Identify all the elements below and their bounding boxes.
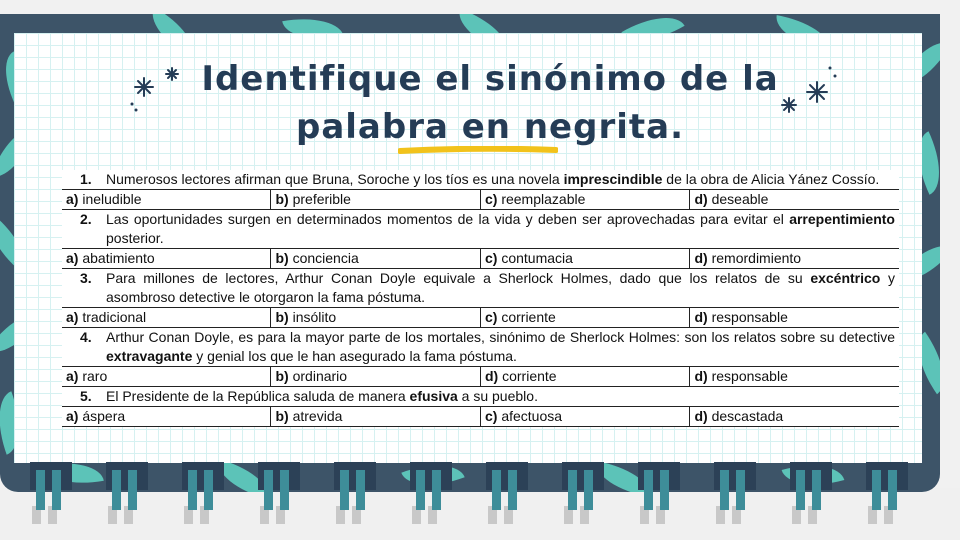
option-letter: a)	[66, 408, 79, 424]
option-letter: d)	[694, 408, 708, 424]
question-text-before: Numerosos lectores afirman que Bruna, Soroche y los tíos es una novela	[106, 171, 564, 187]
answer-option[interactable]	[62, 367, 271, 387]
binding-ring-part	[432, 470, 441, 510]
binding-ring	[790, 462, 832, 524]
bold-keyword: arrepentimiento	[789, 211, 895, 227]
bold-keyword: extravagante	[106, 348, 193, 364]
answer-option[interactable]	[271, 308, 481, 328]
answer-option[interactable]	[690, 407, 899, 427]
answer-option[interactable]	[690, 190, 899, 210]
answer-option[interactable]	[271, 249, 481, 269]
binding-ring	[30, 462, 72, 524]
binding-ring-part	[736, 470, 745, 510]
binding-ring-part	[660, 470, 669, 510]
question-number: 5.	[80, 388, 92, 404]
question-number: 1.	[80, 171, 92, 187]
answer-option[interactable]	[480, 190, 690, 210]
option-text: áspera	[78, 408, 126, 424]
option-text: conciencia	[288, 250, 359, 266]
option-letter: c)	[484, 309, 498, 325]
option-text: corriente	[498, 368, 557, 384]
question-text-before: Arthur Conan Doyle, es para la mayor parte de los mortales, sinónimo de Sherlock Holmes: son los relatos sobre su detective	[106, 329, 895, 345]
options-row	[62, 190, 899, 210]
options-row	[62, 249, 899, 269]
binding-ring	[486, 462, 528, 524]
page-title	[120, 55, 860, 151]
option-text: ineludible	[78, 191, 142, 207]
binding-ring	[258, 462, 300, 524]
answer-option[interactable]	[62, 190, 271, 210]
option-text: deseable	[707, 191, 769, 207]
option-text: atrevida	[288, 408, 343, 424]
answer-option[interactable]	[480, 249, 690, 269]
title-line-1: Identifique el sinónimo de la	[201, 59, 779, 99]
question-text	[106, 328, 895, 366]
question-text-before: Las oportunidades surgen en determinados momentos de la vida y deben ser aprovechadas para evitar el	[106, 211, 790, 227]
binding-ring	[182, 462, 224, 524]
binding-ring-part	[36, 470, 45, 510]
option-text: remordimiento	[707, 250, 802, 266]
answer-option[interactable]	[62, 308, 271, 328]
answer-option[interactable]	[690, 249, 899, 269]
question-text-after: de la obra de Alicia Yánez Cossío.	[662, 171, 880, 187]
answer-option[interactable]	[271, 190, 481, 210]
binding-ring-part	[644, 470, 653, 510]
binding-ring	[106, 462, 148, 524]
option-text: reemplazable	[497, 191, 586, 207]
question-number: 3.	[80, 270, 92, 286]
question-number: 2.	[80, 211, 92, 227]
question-row	[62, 387, 899, 407]
option-letter: c)	[484, 250, 498, 266]
answer-option[interactable]	[62, 249, 271, 269]
question-cell	[62, 210, 899, 249]
binding-ring-part	[204, 470, 213, 510]
bold-keyword: excéntrico	[810, 270, 881, 286]
binding-ring	[714, 462, 756, 524]
option-text: contumacia	[497, 250, 573, 266]
binding-ring-part	[508, 470, 517, 510]
question-text	[106, 210, 895, 248]
binding-ring	[638, 462, 680, 524]
binding-ring-part	[416, 470, 425, 510]
answer-option[interactable]	[271, 367, 481, 387]
option-letter: b)	[275, 250, 289, 266]
answer-option[interactable]	[690, 367, 899, 387]
question-number: 4.	[80, 329, 92, 345]
option-text: corriente	[497, 309, 556, 325]
title-line-2: palabra en negrita.	[295, 107, 684, 147]
binding-ring-part	[188, 470, 197, 510]
option-letter: d)	[694, 309, 708, 325]
question-text-after: posterior.	[106, 230, 164, 246]
option-letter: a)	[66, 191, 79, 207]
question-table	[62, 170, 899, 427]
answer-option[interactable]	[62, 407, 271, 427]
option-letter: a)	[66, 309, 79, 325]
question-text-after: a su pueblo.	[457, 388, 538, 404]
question-text-after: y genial los que le han asegurado la fama póstuma.	[192, 348, 517, 364]
option-letter: b)	[275, 368, 289, 384]
question-row	[62, 269, 899, 308]
option-text: responsable	[707, 309, 788, 325]
option-text: afectuosa	[497, 408, 563, 424]
answer-option[interactable]	[690, 308, 899, 328]
option-letter: d)	[694, 368, 708, 384]
binding-ring-part	[720, 470, 729, 510]
binding-ring-part	[568, 470, 577, 510]
binding-ring-part	[812, 470, 821, 510]
option-letter: b)	[275, 191, 289, 207]
binding-ring-part	[340, 470, 349, 510]
title-underline	[398, 146, 558, 154]
option-text: ordinario	[288, 368, 348, 384]
option-text: tradicional	[78, 309, 147, 325]
binding-ring-part	[52, 470, 61, 510]
binding-ring-part	[264, 470, 273, 510]
binding-ring-part	[872, 470, 881, 510]
option-text: responsable	[707, 368, 788, 384]
answer-option[interactable]	[480, 407, 690, 427]
option-letter: a)	[66, 368, 79, 384]
question-cell	[62, 269, 899, 308]
options-row	[62, 367, 899, 387]
question-text	[106, 387, 895, 406]
binding-ring-part	[492, 470, 501, 510]
option-text: insólito	[288, 309, 337, 325]
question-row	[62, 170, 899, 190]
binding-ring-part	[356, 470, 365, 510]
bold-keyword: imprescindible	[563, 171, 663, 187]
option-letter: d)	[694, 250, 708, 266]
question-text-before: El Presidente de la República saluda de manera	[106, 388, 410, 404]
question-cell	[62, 328, 899, 367]
binding-ring	[866, 462, 908, 524]
option-text: raro	[78, 368, 108, 384]
binding-ring-part	[584, 470, 593, 510]
question-cell	[62, 387, 899, 407]
option-letter: c)	[484, 191, 498, 207]
question-text	[106, 269, 895, 307]
binding-ring-part	[888, 470, 897, 510]
option-letter: b)	[275, 408, 289, 424]
question-text-before: Para millones de lectores, Arthur Conan Doyle equivale a Sherlock Holmes, dado que los relatos de su	[106, 270, 811, 286]
question-row	[62, 210, 899, 249]
answer-option[interactable]	[480, 308, 690, 328]
option-letter: a)	[66, 250, 79, 266]
option-letter: d)	[484, 368, 499, 384]
binding-ring	[334, 462, 376, 524]
question-row	[62, 328, 899, 367]
binding-ring-part	[280, 470, 289, 510]
question-text-after: y asombroso detective le otorgaron la fama póstuma.	[106, 270, 896, 305]
binding-ring-part	[796, 470, 805, 510]
options-row	[62, 308, 899, 328]
question-text	[106, 170, 895, 189]
option-letter: d)	[694, 191, 708, 207]
option-text: descastada	[707, 408, 784, 424]
option-text: abatimiento	[78, 250, 155, 266]
answer-option[interactable]	[480, 367, 690, 387]
option-letter: c)	[484, 408, 498, 424]
binding-ring	[562, 462, 604, 524]
binding-ring	[410, 462, 452, 524]
options-row	[62, 407, 899, 427]
question-cell	[62, 170, 899, 190]
option-letter: b)	[275, 309, 289, 325]
bold-keyword: efusiva	[409, 388, 458, 404]
answer-option[interactable]	[271, 407, 481, 427]
binding-ring-part	[128, 470, 137, 510]
option-text: preferible	[288, 191, 351, 207]
binding-ring-part	[112, 470, 121, 510]
